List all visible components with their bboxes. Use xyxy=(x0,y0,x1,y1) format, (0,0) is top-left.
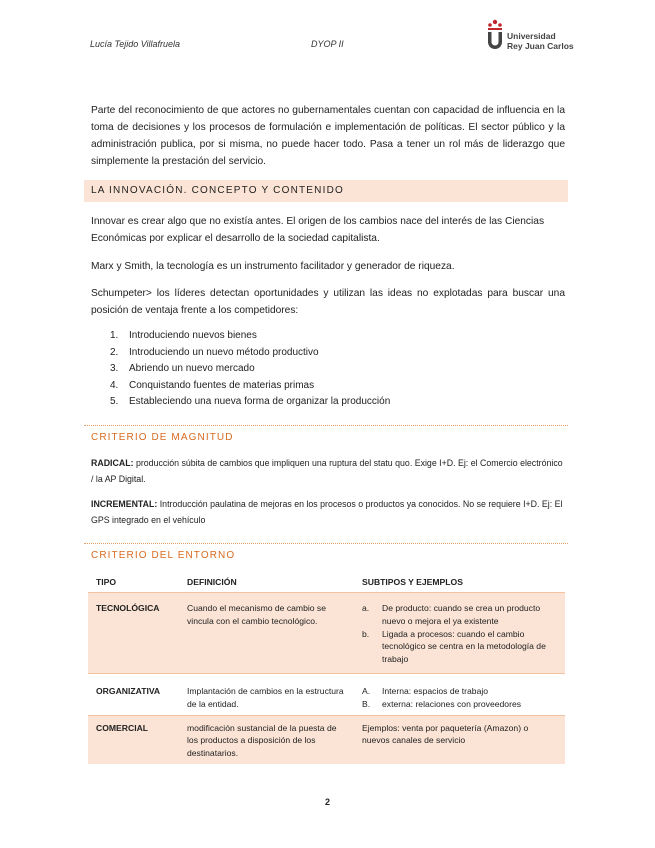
list-item: A. Interna: espacios de trabajo xyxy=(362,685,489,696)
radical-label: RADICAL: xyxy=(91,458,134,468)
entorno-table xyxy=(88,572,565,764)
column-header: TIPO xyxy=(88,572,179,593)
cell-definicion: Implantación de cambios en la estructura de la entidad. xyxy=(179,673,354,715)
cell-tipo: ORGANIZATIVA xyxy=(88,673,179,715)
incremental-paragraph xyxy=(91,497,567,528)
innovation-paragraph-1: Innovar es crear algo que no existía antes. El origen de los cambios nace del interés de las Ciencias Económicas por explicar el desarrollo de la sociedad capitalista. xyxy=(91,216,545,244)
table-row xyxy=(88,593,565,674)
innovation-paragraph-3: Schumpeter> los líderes detectan oportunidades y utilizan las ideas no explotadas para buscar una posición de ventaja frente a los competidores: xyxy=(91,288,565,316)
list-item: 1. Introduciendo nuevos bienes xyxy=(110,330,257,341)
list-item: 5. Estableciendo una nueva forma de organizar la producción xyxy=(110,396,391,408)
section-entorno-title: CRITERIO DEL ENTORNO xyxy=(91,550,236,561)
page-number: 2 xyxy=(324,797,330,807)
section-innovation-heading xyxy=(84,180,568,202)
intro-paragraph: Parte del reconocimiento de que actores no gubernamentales cuentan con capacidad de influencia en la toma de decisiones y los procesos de formulación e implementación de políticas. El sector público y la administración publica, por si misma, no puede hacer todo. Pasa a tener un rol más de liderazgo que simplemente la prestación del servicio. xyxy=(91,105,565,167)
header-course: DYOP II xyxy=(311,39,344,49)
radical-paragraph xyxy=(91,456,567,487)
list-item: 3. Abriendo un nuevo mercado xyxy=(110,363,255,375)
university-logo-icon xyxy=(486,19,504,51)
cell-definicion: modificación sustancial de la puesta de los productos a disposición de los destinatarios. xyxy=(179,715,354,764)
header-author: Lucía Tejido Villafruela xyxy=(90,39,181,49)
logo-line-2: Rey Juan Carlos xyxy=(507,40,574,51)
section-magnitud-heading xyxy=(84,425,568,446)
cell-definicion: Cuando el mecanismo de cambio se vincula con el cambio tecnológico. xyxy=(179,593,354,674)
list-item: 2. Introduciendo un nuevo método productivo xyxy=(110,346,319,358)
schumpeter-list xyxy=(110,328,530,411)
column-header: DEFINICIÓN xyxy=(179,572,354,593)
incremental-text: Introducción paulatina de mejoras en los procesos o productos ya conocidos. No se requiere I+D. Ej: El GPS integrado en el vehículo xyxy=(91,499,563,525)
table-row xyxy=(88,673,565,715)
section-entorno-heading xyxy=(84,543,568,564)
cell-subtipos xyxy=(354,593,565,674)
cell-subtipos: Ejemplos: venta por paquetería (Amazon) o nuevos canales de servicio xyxy=(354,715,565,764)
column-header: SUBTIPOS Y EJEMPLOS xyxy=(354,572,565,593)
list-item: 4. Conquistando fuentes de materias primas xyxy=(110,379,315,391)
section-innovation-title: LA INNOVACIÓN. CONCEPTO Y CONTENIDO xyxy=(91,185,344,196)
cell-tipo: TECNOLÓGICA xyxy=(88,593,179,674)
incremental-label: INCREMENTAL: xyxy=(91,499,158,509)
innovation-paragraph-2: Marx y Smith, la tecnología es un instrumento facilitador y generador de riqueza. xyxy=(91,261,455,272)
radical-text: producción súbita de cambios que impliquen una ruptura del statu quo. Exige I+D. Ej: el Comercio electrónico / la AP Digital. xyxy=(91,458,563,484)
logo-line-1: Universidad xyxy=(507,31,556,41)
table-header-row xyxy=(88,572,565,593)
list-item: B. externa: relaciones con proveedores xyxy=(362,698,522,709)
section-magnitud-title: CRITERIO DE MAGNITUD xyxy=(91,432,234,443)
cell-subtipos xyxy=(354,673,565,715)
university-logo xyxy=(486,19,574,53)
table-row xyxy=(88,715,565,764)
list-item: a. De producto: cuando se crea un producto nuevo o mejora el ya existente xyxy=(362,603,541,626)
list-item: b. Ligada a procesos: cuando el cambio tecnológico se centra en la metodología de trabajo xyxy=(362,628,546,665)
cell-tipo: COMERCIAL xyxy=(88,715,179,764)
